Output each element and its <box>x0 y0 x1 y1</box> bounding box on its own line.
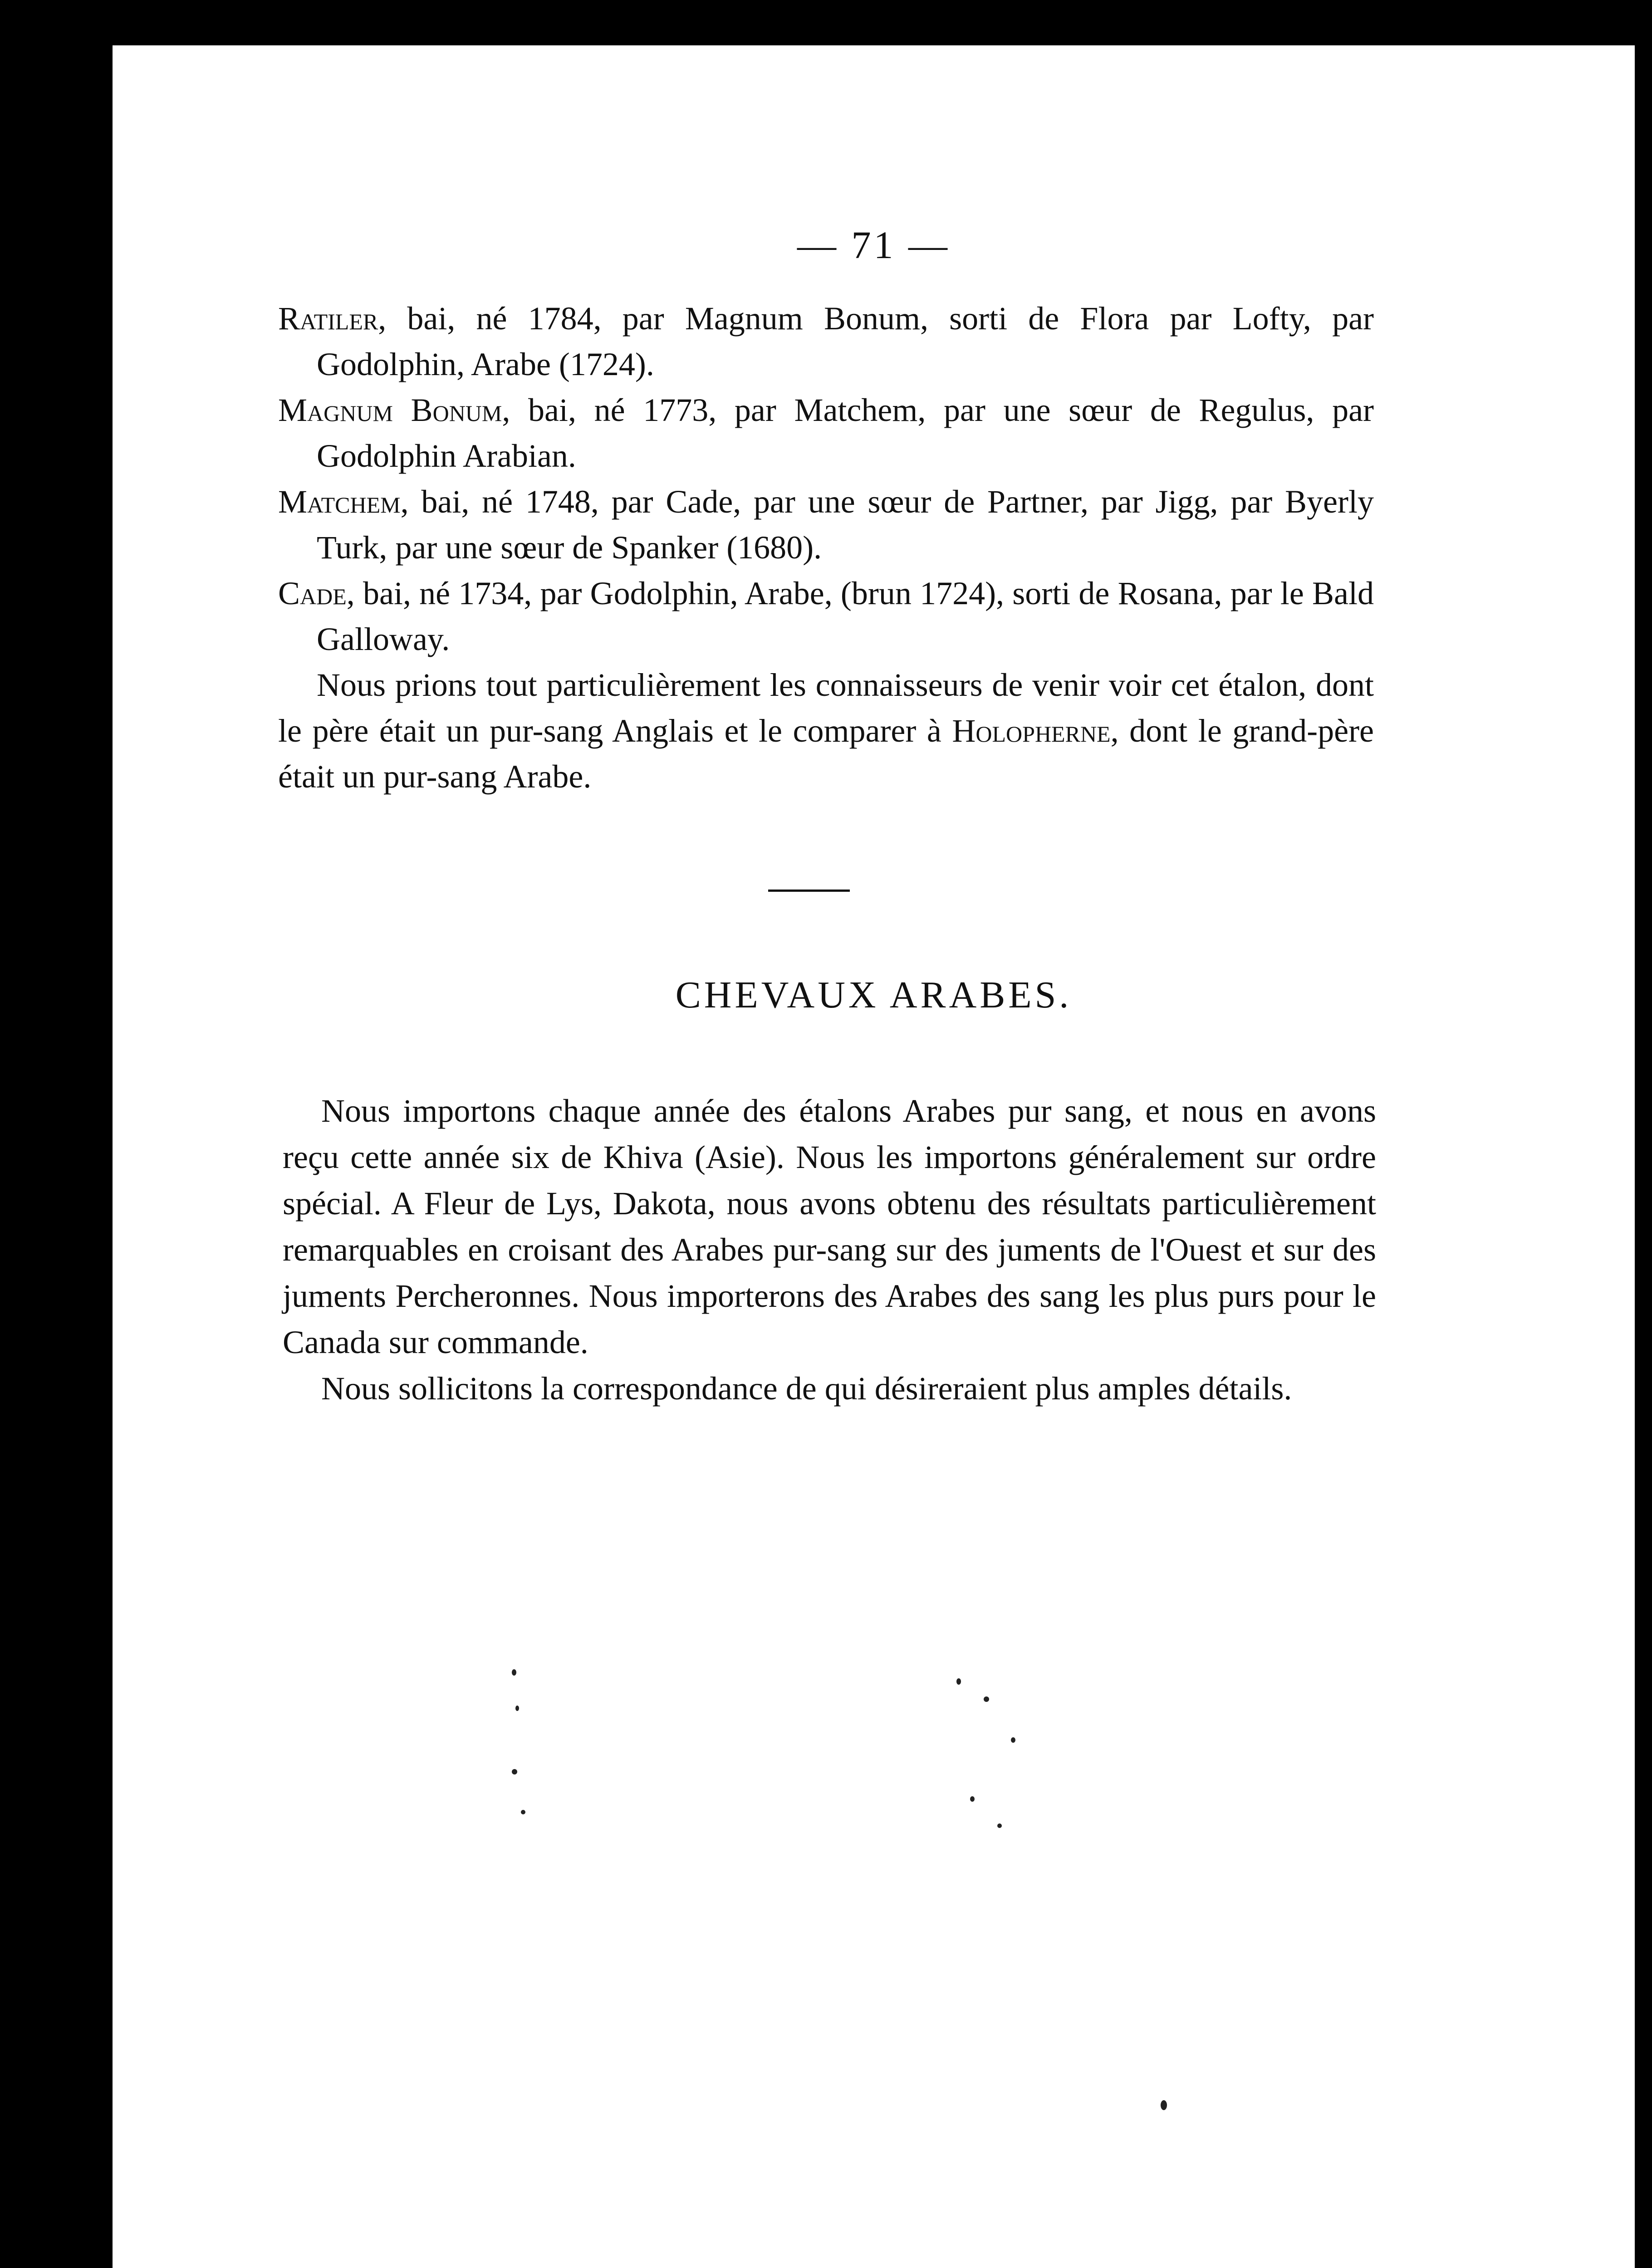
entry-text: bai, né 1734, par Godolphin, Arabe, (brun 1724), sorti de Rosana, par le Bald Galloway. <box>317 575 1374 657</box>
entry-text: bai, né 1748, par Cade, par une sœur de Partner, par Jigg, par Byerly Turk, par une sœur de Spanker (1680). <box>317 484 1374 566</box>
scan-speck <box>521 1810 525 1814</box>
scan-speck <box>984 1696 989 1702</box>
page-number: — 71 — <box>797 223 950 267</box>
scan-speck <box>1011 1737 1015 1743</box>
closing-text: Nous prions tout particulièrement les connaisseurs de venir voir cet étalon, dont le père était un pur-sang Anglais et le comparer à <box>278 667 1374 749</box>
entry-text: bai, né 1784, par Magnum Bonum, sorti de Flora par Lofty, par Godolphin, Arabe (1724). <box>317 300 1374 382</box>
scan-speck <box>956 1678 961 1685</box>
closing-paragraph <box>278 662 1374 800</box>
scan-speck <box>512 1669 516 1676</box>
horse-name: Cade, <box>278 575 355 611</box>
scan-speck <box>970 1796 975 1802</box>
scan-speck <box>997 1823 1002 1828</box>
section-paragraph: Nous sollicitons la correspondance de qui désireraient plus amples détails. <box>321 1370 1292 1407</box>
pedigree-entry <box>278 387 1374 479</box>
section-body <box>283 1088 1376 1412</box>
entry-text: bai, né 1773, par Matchem, par une sœur de Regulus, par Godolphin Arabian. <box>317 392 1374 474</box>
scan-speck <box>512 1769 517 1774</box>
scan-speck <box>1161 2100 1167 2110</box>
horse-name: Ratiler, <box>278 300 387 337</box>
horse-name: Matchem, <box>278 484 409 520</box>
section-title: CHEVAUX ARABES. <box>675 974 1072 1016</box>
book-page <box>113 45 1635 2268</box>
scan-dark-margin <box>0 0 113 2268</box>
section-divider <box>768 890 850 892</box>
section-paragraph: Nous importons chaque année des étalons Arabes pur sang, et nous en avons reçu cette année six de Khiva (Asie). Nous les importons généralement sur ordre spécial. A Fleur de Lys, Dakota, nous avons obtenu des résultats particulièrement remarquables en croisant des Arabes pur-sang sur des juments de l'Ouest et sur des juments Percheronnes. Nous importerons des Arabes des sang les plus purs pour le Canada sur commande. <box>283 1093 1376 1360</box>
scan-speck <box>515 1706 519 1711</box>
horse-name: Magnum Bonum, <box>278 392 510 428</box>
pedigree-entry <box>278 296 1374 387</box>
closing-tail: dont le grand-père était un pur-sang Arabe. <box>278 713 1374 795</box>
horse-name: Holopherne, <box>952 713 1119 749</box>
pedigree-entry <box>278 479 1374 571</box>
pedigree-entry <box>278 571 1374 662</box>
pedigree-entries <box>278 296 1374 800</box>
